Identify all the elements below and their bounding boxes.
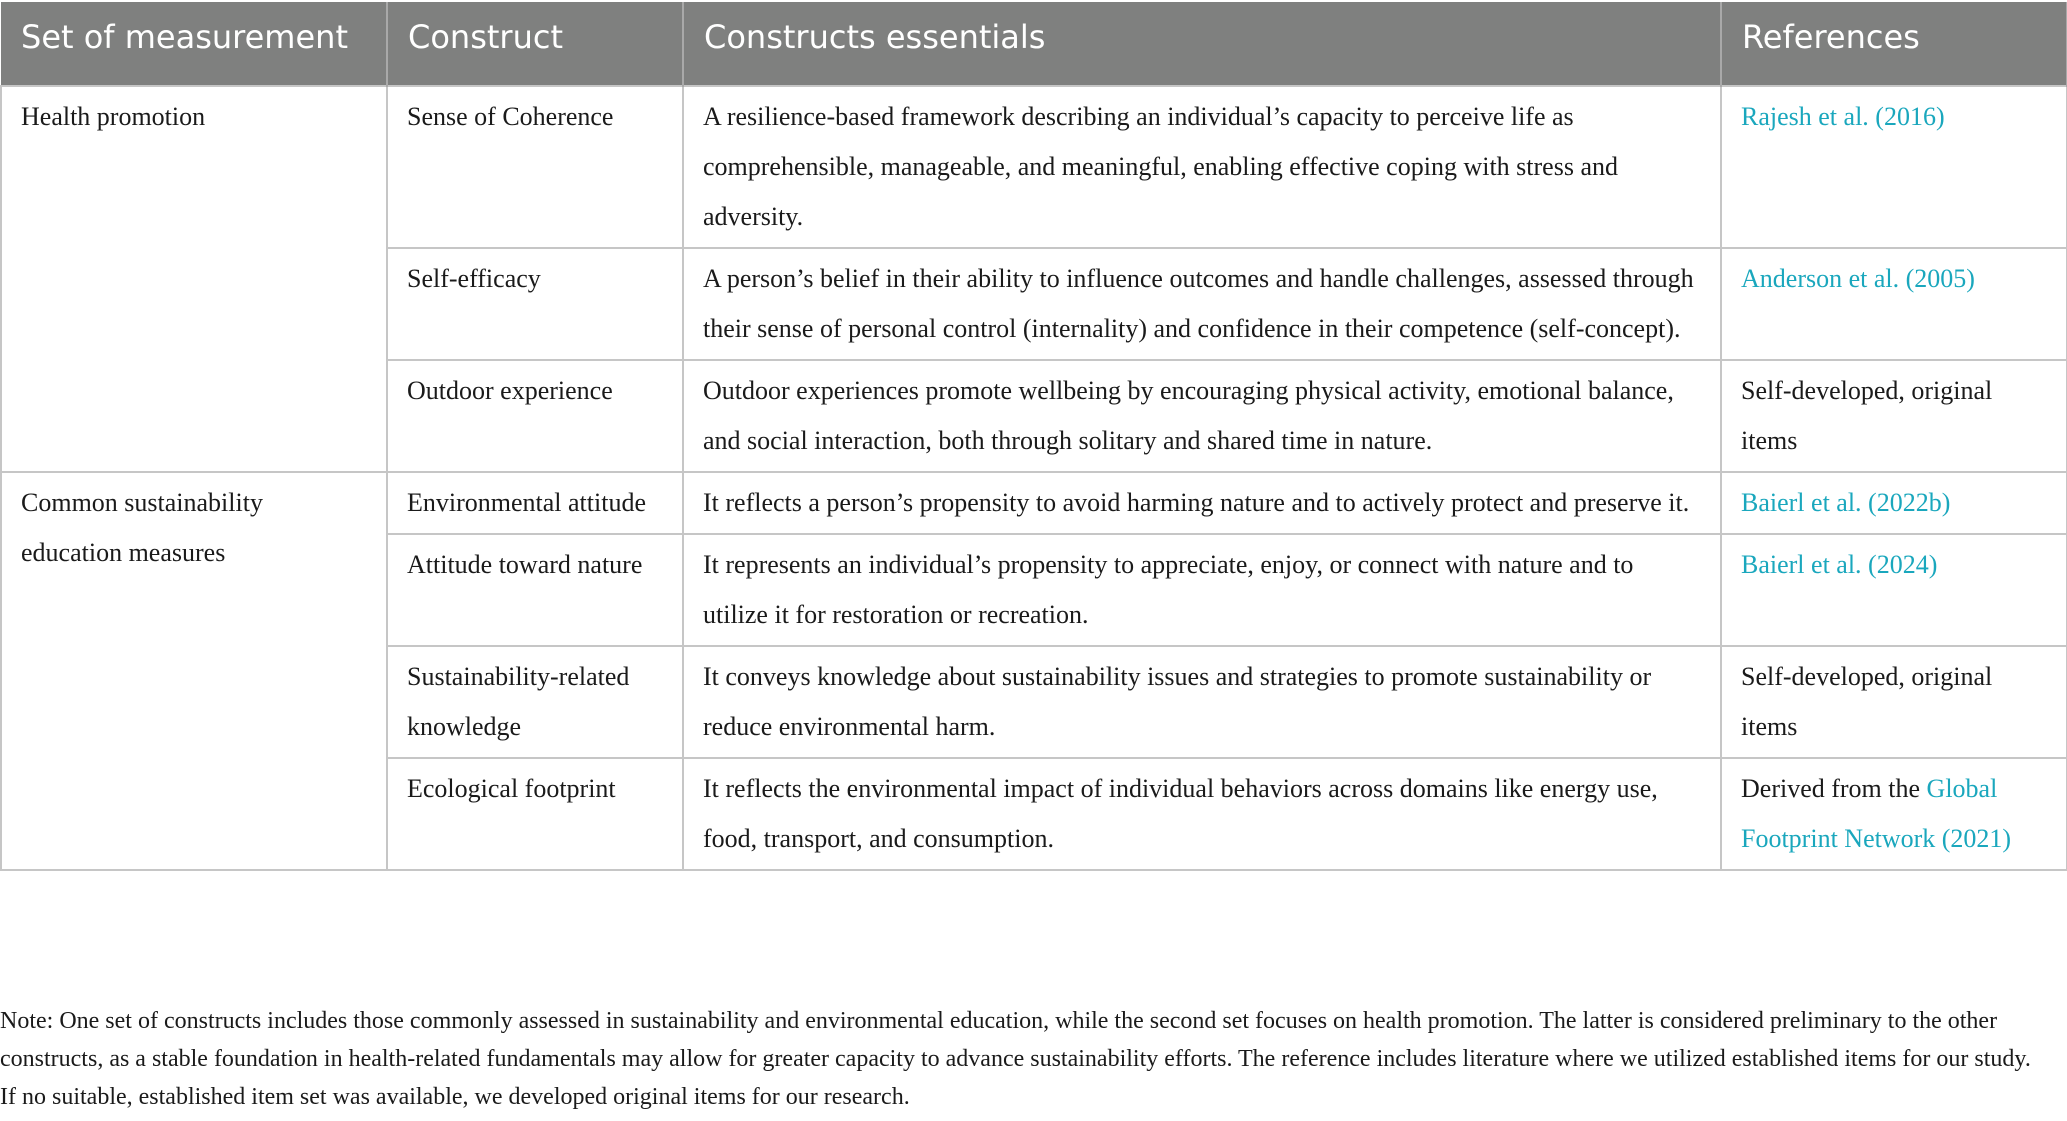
construct-cell: Self-efficacy [387, 248, 683, 360]
construct-cell: Ecological footprint [387, 758, 683, 870]
reference-cell [1721, 534, 2067, 646]
reference-prefix: Self-developed, original items [1741, 376, 1993, 455]
essentials-cell: It represents an individual’s propensity to appreciate, enjoy, or connect with nature and to utilize it for restoration or recreation. [683, 534, 1721, 646]
essentials-cell: A resilience-based framework describing an individual’s capacity to perceive life as comprehensible, manageable, and meaningful, enabling effective coping with stress and adversity. [683, 86, 1721, 248]
essentials-cell: It reflects a person’s propensity to avoid harming nature and to actively protect and preserve it. [683, 472, 1721, 534]
reference-prefix: Self-developed, original items [1741, 662, 1993, 741]
reference-cell [1721, 646, 2067, 758]
essentials-cell: It conveys knowledge about sustainability issues and strategies to promote sustainability or reduce environmental harm. [683, 646, 1721, 758]
reference-prefix: Derived from the [1741, 774, 1927, 803]
constructs-table [0, 2, 2067, 871]
table-row [1, 472, 2067, 534]
reference-cell [1721, 360, 2067, 472]
reference-cell [1721, 248, 2067, 360]
header-constructs-essentials: Constructs essentials [683, 2, 1721, 86]
table-row [1, 86, 2067, 248]
set-cell-sustainability-education: Common sustainability education measures [1, 472, 387, 870]
essentials-cell: It reflects the environmental impact of individual behaviors across domains like energy use, food, transport, and consumption. [683, 758, 1721, 870]
table-note: Note: One set of constructs includes those commonly assessed in sustainability and environmental education, while the second set focuses on health promotion. The latter is considered preliminary to the other constructs, as a stable foundation in health-related fundamentals may allow for greater capacity to advance sustainability efforts. The reference includes literature where we utilized established items for our study. If no suitable, established item set was available, we developed original items for our research. [0, 1008, 2031, 1110]
reference-link[interactable]: Baierl et al. (2022b) [1741, 488, 1951, 517]
construct-cell: Attitude toward nature [387, 534, 683, 646]
header-references: References [1721, 2, 2067, 86]
reference-link[interactable]: Global Footprint Network (2021) [1741, 774, 2012, 853]
construct-cell: Sense of Coherence [387, 86, 683, 248]
header-row [1, 2, 2067, 86]
header-set-of-measurement: Set of measurement [1, 2, 387, 86]
construct-cell: Outdoor experience [387, 360, 683, 472]
reference-link[interactable]: Baierl et al. (2024) [1741, 550, 1938, 579]
essentials-cell: A person’s belief in their ability to influence outcomes and handle challenges, assessed through their sense of personal control (internality) and confidence in their competence (self-concept). [683, 248, 1721, 360]
reference-cell [1721, 86, 2067, 248]
table-container [0, 2, 2066, 871]
construct-cell: Sustainability-related knowledge [387, 646, 683, 758]
construct-cell: Environmental attitude [387, 472, 683, 534]
reference-link[interactable]: Rajesh et al. (2016) [1741, 102, 1945, 131]
header-construct: Construct [387, 2, 683, 86]
reference-cell [1721, 758, 2067, 870]
reference-link[interactable]: Anderson et al. (2005) [1741, 264, 1975, 293]
reference-cell [1721, 472, 2067, 534]
essentials-cell: Outdoor experiences promote wellbeing by encouraging physical activity, emotional balance, and social interaction, both through solitary and shared time in nature. [683, 360, 1721, 472]
set-cell-health-promotion: Health promotion [1, 86, 387, 472]
